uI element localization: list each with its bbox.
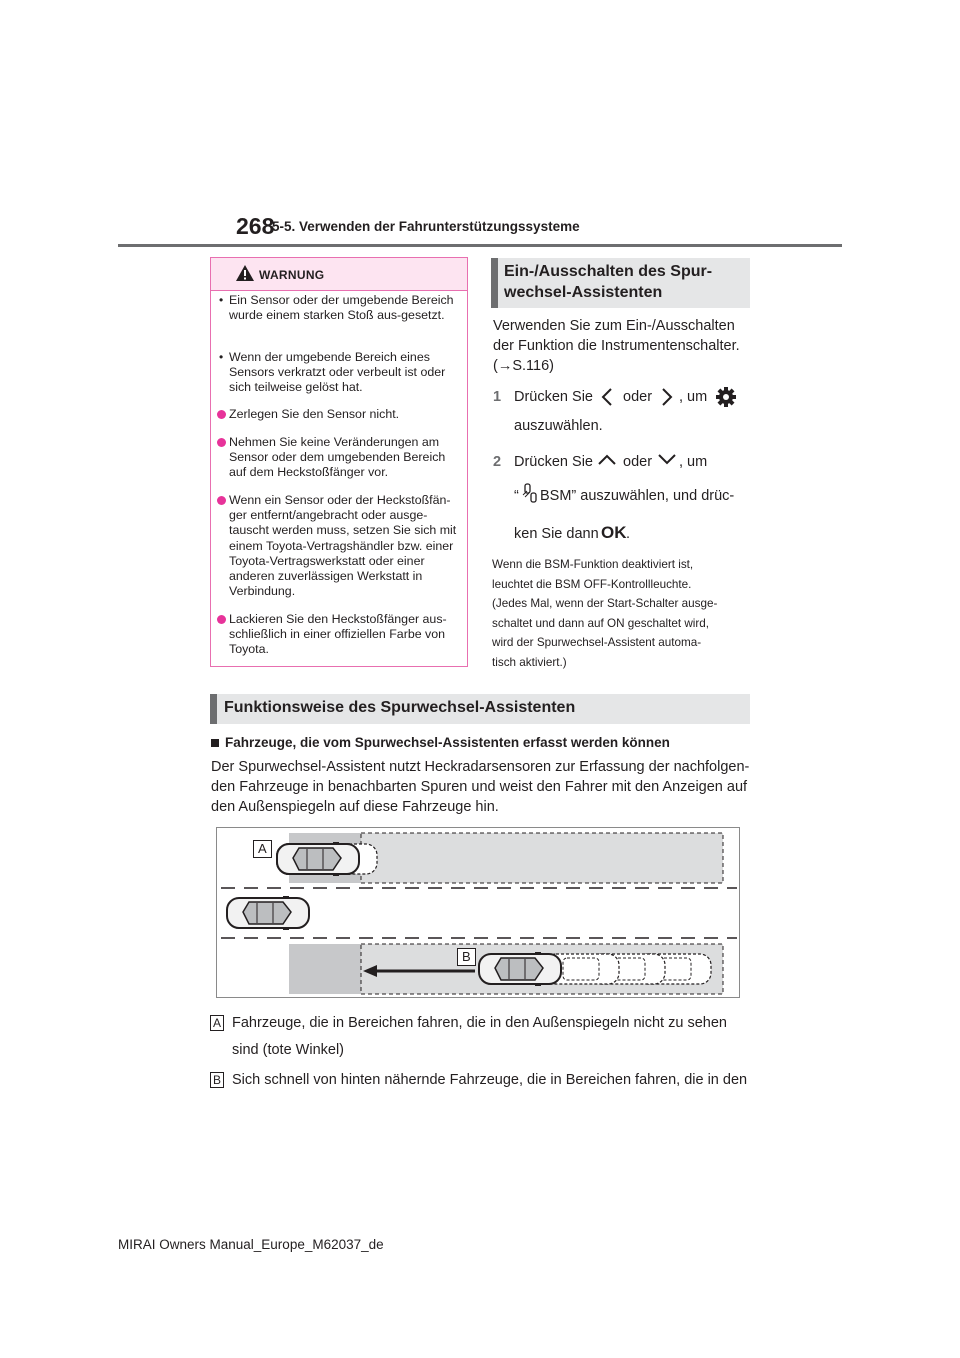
legend-b: [210, 1070, 770, 1090]
step-text: auszuwählen.: [514, 418, 603, 434]
onoff-intro: [493, 316, 753, 376]
footer-text: MIRAI Owners Manual_Europe_M62037_de: [118, 1237, 384, 1252]
note-line: wird der Spurwechsel-Assistent automa-: [492, 636, 702, 649]
warning-item: [229, 435, 461, 481]
step-text: Drücken Sie: [514, 389, 593, 405]
step-text: .: [626, 526, 631, 542]
bsm-icon: [522, 483, 538, 503]
car-icon: [227, 896, 309, 930]
legend-text: Fahrzeuge, die in Bereichen fahren, die in den Außenspiegeln nicht zu sehen: [232, 1015, 727, 1031]
paragraph-line: Der Spurwechsel-Assistent nutzt Heckradarsensoren zur Erfassung der nachfolgen-: [211, 759, 750, 775]
detection-zone-a: [361, 833, 723, 883]
paragraph-line: den Fahrzeuge in benachbarten Spuren und weist den Fahrer mit den Anzeigen auf: [211, 779, 748, 795]
chevron-up-icon: [597, 452, 617, 466]
note-line: Wenn die BSM-Funktion deaktiviert ist,: [492, 558, 694, 571]
bullet-dot-icon: [217, 615, 226, 624]
warning-item: [229, 493, 461, 599]
bullet-marker: •: [219, 350, 224, 364]
warning-triangle-icon: [235, 264, 255, 282]
warning-title: WARNUNG: [259, 268, 325, 282]
blind-spot-zone-b: [289, 944, 361, 994]
legend-label: A: [210, 1015, 224, 1031]
warning-item: [219, 350, 461, 396]
step-2-line: [514, 486, 764, 508]
chevron-left-icon: [601, 387, 613, 407]
warning-item-text: Nehmen Sie keine Veränderungen am Sensor oder dem umgebenden Bereich auf dem Heckstoßfänger vor.: [229, 435, 446, 480]
onoff-heading-line: wechsel-Assistenten: [504, 284, 663, 301]
step-text: , um: [679, 454, 708, 470]
step-number: 2: [493, 454, 502, 470]
lane-diagram: [216, 827, 740, 998]
car-icon: [277, 842, 359, 876]
step-2: [493, 452, 763, 476]
legend-a: [210, 1013, 770, 1033]
chevron-down-icon: [657, 452, 677, 466]
legend-text: Sich schnell von hinten nähernde Fahrzeuge, die in Bereichen fahren, die in den: [232, 1072, 748, 1088]
step-number: 1: [493, 389, 502, 405]
intro-line: der Funktion die Instrumentenschalter.: [493, 338, 740, 354]
onoff-heading: [491, 258, 750, 308]
step-text: , um: [679, 389, 708, 405]
intro-reference: (→S.116): [493, 358, 554, 374]
header-rule: [118, 244, 842, 247]
bullet-marker: •: [219, 293, 224, 307]
function-paragraph: [211, 757, 756, 817]
bullet-dot-icon: [217, 410, 226, 419]
lane-diagram-figure: [217, 828, 739, 997]
note-line: (Jedes Mal, wenn der Start-Schalter ausge-: [492, 597, 718, 610]
warning-item-text: Lackieren Sie den Heckstoßfänger aus-schließlich in einer offiziellen Farbe von Toyota.: [229, 612, 447, 657]
warning-item-text: Ein Sensor oder der umgebende Bereich wurde einem starken Stoß aus-gesetzt.: [229, 293, 454, 323]
step-text: Drücken Sie: [514, 454, 593, 470]
step-text: BSM” auszuwählen, und drüc-: [540, 488, 735, 504]
warning-item-text: Wenn ein Sensor oder der Heckstoßfän-ger entfernt/angebracht oder ausge-tauscht werden muss, setzen Sie sich mit einem Toyota-Vertragshändler bzw. einer Toyota-Vertragswerkstatt oder einer anderen zuverlässigen Werkstatt in Verbindung.: [229, 493, 457, 599]
step-text: oder: [623, 454, 653, 470]
step-1: [493, 387, 763, 411]
chevron-right-icon: [661, 387, 673, 407]
gear-icon: [716, 387, 736, 407]
step-text: oder: [623, 389, 653, 405]
bullet-dot-icon: [217, 496, 226, 505]
onoff-heading-line: Ein-/Ausschalten des Spur-: [504, 263, 713, 280]
car-icon: [479, 952, 561, 986]
note-line: tisch aktiviert.): [492, 655, 567, 669]
function-heading: Funktionsweise des Spurwechsel-Assistenten: [210, 694, 750, 724]
warning-header: [211, 258, 467, 291]
warning-item-text: Zerlegen Sie den Sensor nicht.: [229, 407, 400, 421]
label-b: B: [457, 948, 476, 966]
warning-item: [219, 293, 461, 323]
bullet-dot-icon: [217, 438, 226, 447]
step-text: ken Sie dann: [514, 526, 599, 542]
section-title: 5-5. Verwenden der Fahrunterstützungssysteme: [272, 219, 580, 234]
warning-item: [229, 407, 461, 422]
paragraph-line: den Außenspiegeln auf diese Fahrzeuge hin.: [211, 799, 499, 815]
bsm-note: [492, 555, 762, 672]
square-bullet-icon: [211, 739, 219, 747]
quote-mark: “: [514, 488, 519, 504]
step-2-line: [514, 524, 714, 546]
note-line: schaltet und dann auf ON geschaltet wird,: [492, 616, 709, 630]
warning-item: [229, 612, 461, 658]
legend-label: B: [210, 1072, 224, 1088]
warning-item-text: Wenn der umgebende Bereich eines Sensors verkratzt oder verbeult ist oder sich teilweise gelöst hat.: [229, 350, 446, 395]
label-a: A: [253, 840, 272, 858]
legend-text: sind (tote Winkel): [232, 1042, 345, 1058]
function-subheading: [211, 735, 670, 750]
intro-line: Verwenden Sie zum Ein-/Ausschalten: [493, 318, 735, 334]
note-line: leuchtet die BSM OFF-Kontrollleuchte.: [492, 577, 692, 591]
page-number: 268: [236, 213, 275, 239]
warning-box: [210, 257, 468, 667]
ok-icon: OK: [601, 523, 627, 542]
subheading-text: Fahrzeuge, die vom Spurwechsel-Assistenten erfasst werden können: [225, 735, 670, 750]
